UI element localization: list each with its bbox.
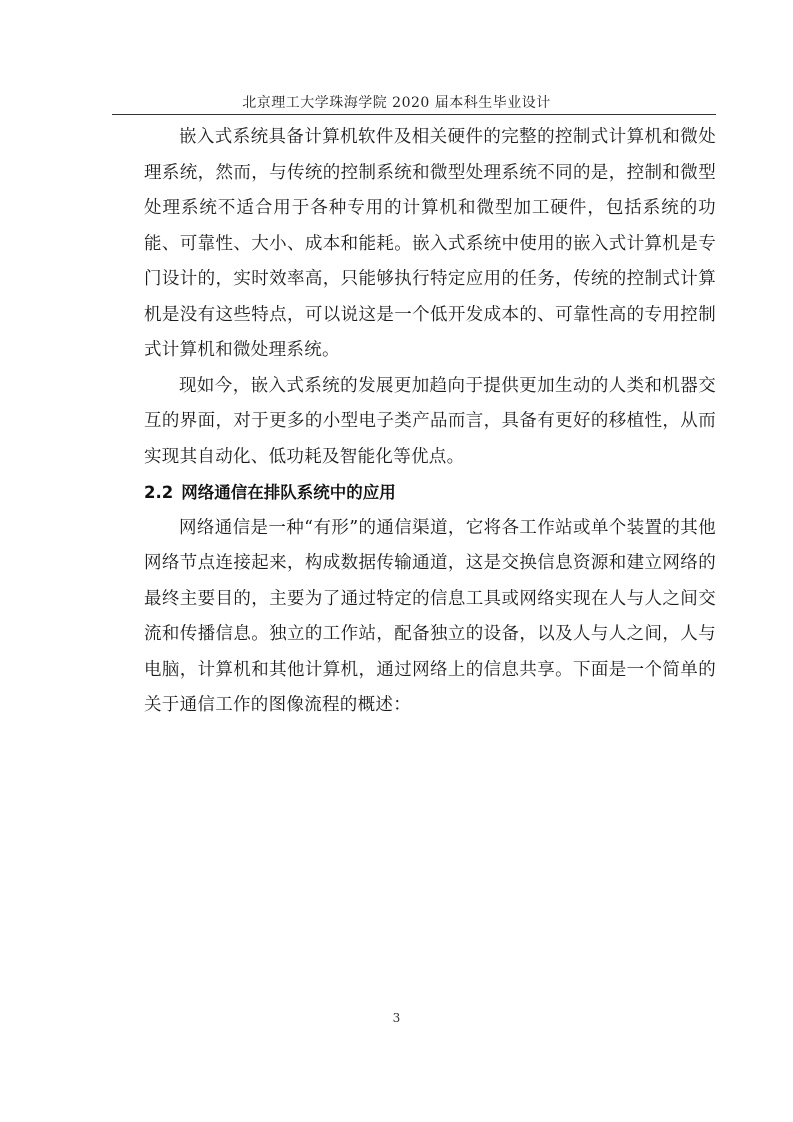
page-number: 3 — [392, 1011, 401, 1025]
section-heading — [144, 475, 716, 511]
section-number: 2.2 — [144, 483, 174, 502]
section-title: 网络通信在排队系统中的应用 — [181, 483, 396, 502]
running-header: 北京理工大学珠海学院 2020 届本科生毕业设计 — [242, 95, 551, 111]
paragraph: 现如今，嵌入式系统的发展更加趋向于提供更加生动的人类和机器交互的界面，对于更多的小型电子类产品而言，具备有更好的移植性，从而实现其自动化、低功耗及智能化等优点。 — [144, 375, 716, 467]
paragraph: 网络通信是一种“有形”的通信渠道，它将各工作站或单个装置的其他网络节点连接起来，构成数据传输通道，这是交换信息资源和建立网络的最终主要目的，主要为了通过特定的信息工具或网络实现在人与人之间交流和传播信息。独立的工作站，配备独立的设备，以及人与人之间，人与电脑，计算机和其他计算机，通过网络上的信息共享。下面是一个简单的关于通信工作的图像流程的概述： — [144, 517, 716, 715]
header-rule — [112, 114, 716, 115]
body-text — [144, 120, 716, 724]
paragraph: 嵌入式系统具备计算机软件及相关硬件的完整的控制式计算机和微处理系统，然而，与传统的控制系统和微型处理系统不同的是，控制和微型处理系统不适合用于各种专用的计算机和微型加工硬件，包括系统的功能、可靠性、大小、成本和能耗。嵌入式系统中使用的嵌入式计算机是专门设计的，实时效率高，只能够执行特定应用的任务，传统的控制式计算机是没有这些特点，可以说这是一个低开发成本的、可靠性高的专用控制式计算机和微处理系统。 — [144, 127, 716, 360]
